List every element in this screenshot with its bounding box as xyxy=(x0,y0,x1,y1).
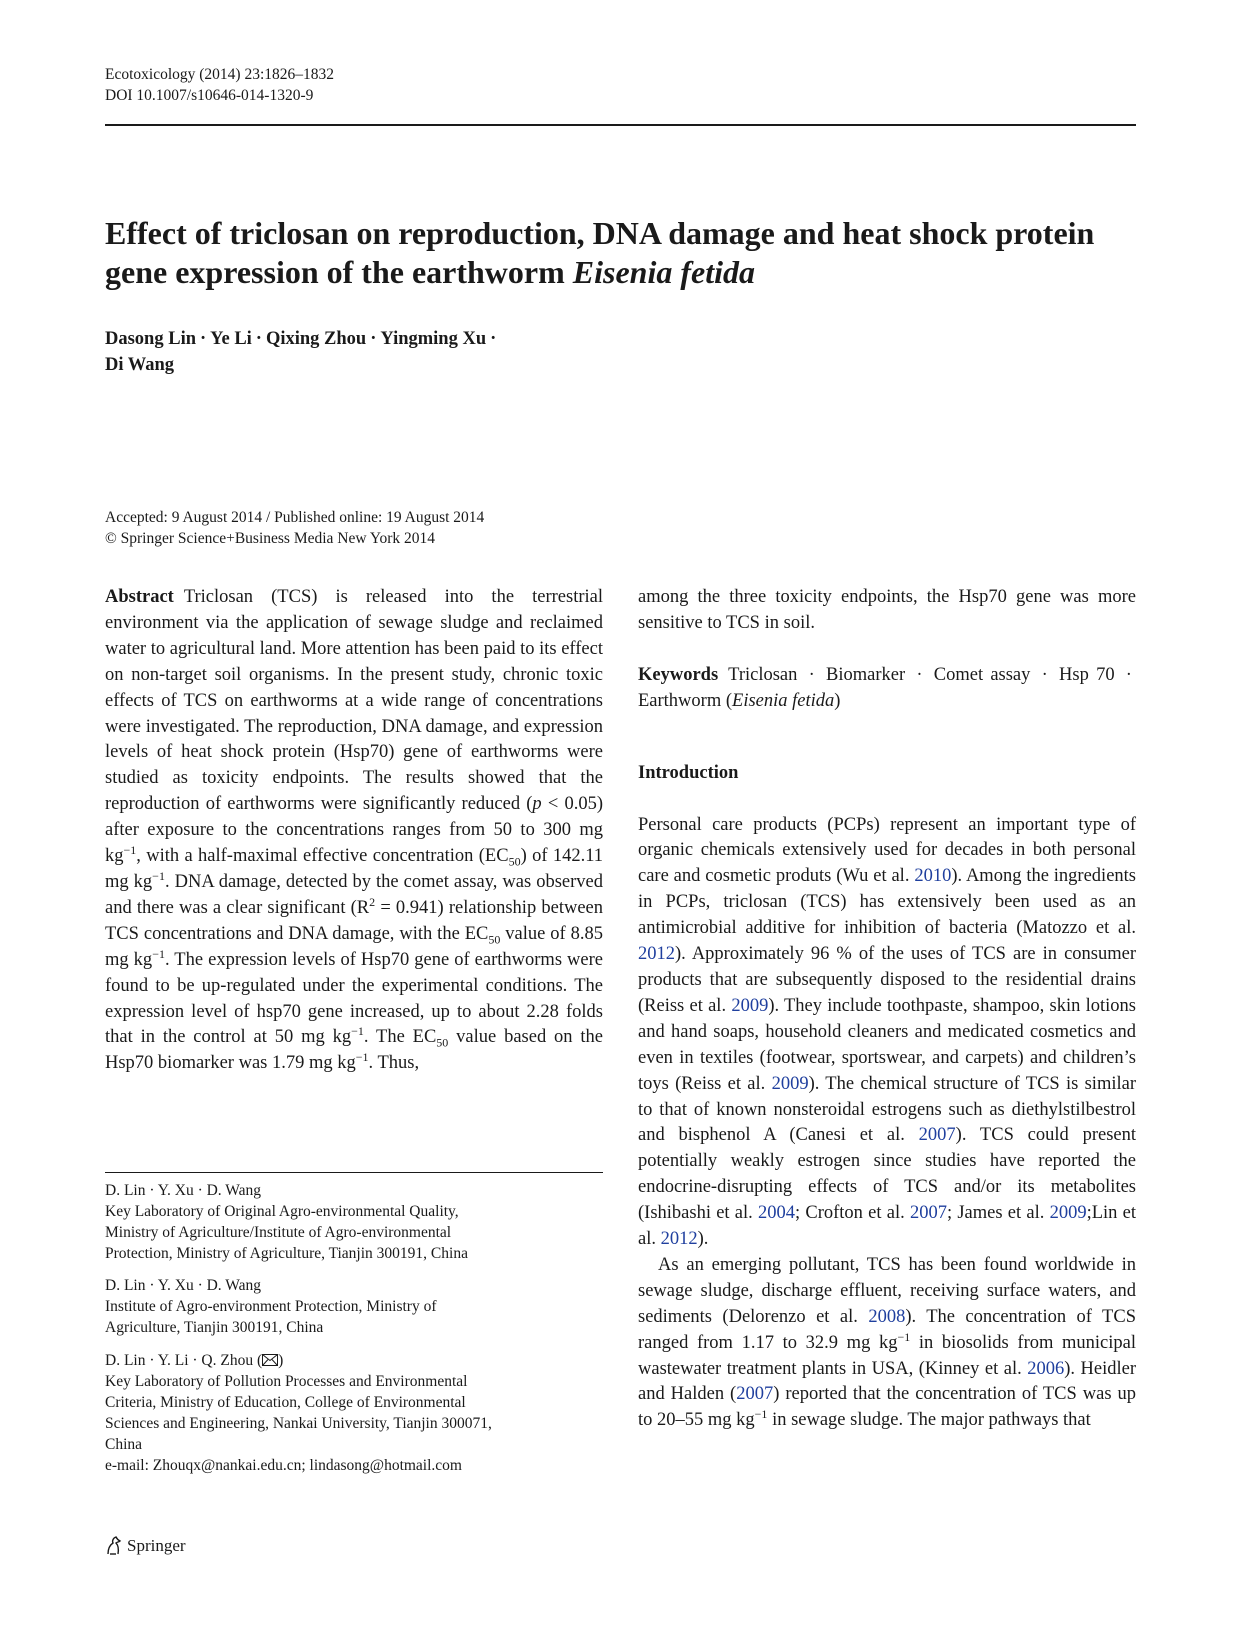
keywords: Keywords Triclosan · Biomarker · Comet assay · Hsp 70 · Earthworm (Eisenia fetida) xyxy=(638,664,1132,711)
author-separator: · xyxy=(200,329,207,349)
abstract-label: Abstract xyxy=(105,587,174,607)
abstract-column xyxy=(105,585,603,1077)
keywords-label: Keywords xyxy=(638,664,719,685)
citation-link[interactable]: 2007 xyxy=(909,1203,947,1224)
abstract: Abstract Triclosan (TCS) is released into the terrestrial environment via the application of sewage sludge and reclaimed water to agricultural land. More attention has been paid to its effect on non-target soil organisms. In the present study, chronic toxic effects of TCS on earthworms at a wide range of concentrations were investigated. The reproduction, DNA damage, and expression levels of heat shock protein (Hsp70) gene of earthworms were studied as toxicity endpoints. The results showed that the reproduction of earthworms were significantly reduced (p < 0.05) after exposure to the concentrations ranges from 50 to 300 mg $kg^{-1}$, with a half-maximal effective concentration $(EC_{50})$ of 142.11 mg $kg^{-1}$. DNA damage, detected by the comet assay, was observed and there was a clear significant $(R^2 = 0.941)$ relationship between TCS concentrations and DNA damage, with the $EC_{50}$ value of 8.85 mg $kg^{-1}$. The expression levels of Hsp70 gene of earthworms were found to be up-regulated under the experimental conditions. The expression level of hsp70 gene increased, up to about 2.28 folds that in the control at 50 mg $kg^{-1}$. The $EC_{50}$ value based on the Hsp70 biomarker was 1.79 mg $kg^{-1}$. Thus, xyxy=(105,587,604,1074)
affiliation-authors: D. Lin · Y. Xu · D. Wang xyxy=(105,1182,262,1199)
title-species: Eisenia fetida xyxy=(572,254,755,290)
page-footer xyxy=(105,1535,186,1557)
citation-link[interactable]: 2009 xyxy=(731,995,769,1016)
author-list xyxy=(105,326,705,378)
journal-citation: Ecotoxicology (2014) 23:1826–1832 xyxy=(105,66,335,83)
citation-link[interactable]: 2009 xyxy=(771,1073,809,1094)
publisher-name: Springer xyxy=(127,1536,186,1555)
right-column xyxy=(638,585,1136,1434)
journal-header xyxy=(105,64,334,106)
section-heading-introduction: Introduction xyxy=(638,762,739,783)
citation-link[interactable]: 2012 xyxy=(660,1229,698,1250)
citation-link[interactable]: 2012 xyxy=(638,944,675,965)
springer-horse-icon xyxy=(105,1536,123,1556)
article-title: Effect of triclosan on reproduction, DNA damage and heat shock protein gene expression of the earthworm Eisenia fetida xyxy=(105,215,1095,290)
contact-email[interactable]: e-mail: Zhouqx@nankai.edu.cn; lindasong@hotmail.com xyxy=(105,1457,462,1474)
author-name: Ye Li xyxy=(210,329,252,349)
affiliation: D. Lin · Y. Li · Q. Zhou ( ) Key Laboratory of Pollution Processes and Environmental Criteria, Ministry of Education, College of Environmental Sciences and Engineering, Nankai University, Tianjin 300071, China e-mail: Zhouqx@nankai.edu.cn; lindasong@hotmail.com xyxy=(105,1350,603,1476)
author-name: Qixing Zhou xyxy=(265,329,367,349)
author-separator: · xyxy=(370,329,377,349)
publication-dates xyxy=(105,507,484,549)
author-name: Yingming Xu xyxy=(380,329,487,349)
citation-link[interactable]: 2004 xyxy=(758,1203,795,1224)
author-separator: · xyxy=(490,329,497,349)
footnote-rule xyxy=(105,1172,603,1173)
intro-paragraph: Personal care products (PCPs) represent an important type of organic chemicals extensively used for decades in both personal care and cosmetic produts (Wu et al. 2010). Among the ingredients in PCPs, triclosan (TCS) has extensively been used as an antimicrobial additive for inhibition of bacteria (Matozzo et al. 2012). Approximately 96 % of the uses of TCS are in consumer products that are subsequently disposed to the residential drains (Reiss et al. 2009). They include toothpaste, shampoo, skin lotions and hand soaps, household cleaners and medicated cosmetics and even in textiles (footwear, sportswear, and carpets) and children’s toys (Reiss et al. 2009). The chemical structure of TCS is similar to that of known nonsteroidal estrogens such as diethylstilbestrol and bisphenol A (Canesi et al. 2007). TCS could present potentially weakly estrogen since studies have reported the endocrine-disrupting effects of TCS and/or its metabolites (Ishibashi et al. 2004; Crofton et al. 2007; James et al. 2009;Lin et al. 2012). xyxy=(638,814,1137,1250)
header-rule xyxy=(105,124,1136,126)
citation-link[interactable]: 2008 xyxy=(868,1306,906,1327)
citation-link[interactable]: 2010 xyxy=(914,866,952,887)
abstract-continuation: among the three toxicity endpoints, the Hsp70 gene was more sensitive to TCS in soil. xyxy=(638,587,1136,633)
accepted-published: Accepted: 9 August 2014 / Published online: 19 August 2014 xyxy=(105,509,485,526)
author-name: Dasong Lin xyxy=(105,329,196,349)
citation-link[interactable]: 2006 xyxy=(1027,1358,1065,1379)
citation-link[interactable]: 2009 xyxy=(1049,1203,1087,1224)
journal-doi: DOI 10.1007/s10646-014-1320-9 xyxy=(105,87,314,104)
citation-link[interactable]: 2007 xyxy=(918,1125,956,1146)
envelope-icon xyxy=(262,1354,278,1366)
affiliation-authors: D. Lin · Y. Li · Q. Zhou ( ) xyxy=(105,1352,284,1369)
citation-link[interactable]: 2007 xyxy=(736,1384,774,1405)
intro-paragraph: As an emerging pollutant, TCS has been found worldwide in sewage sludge, discharge effluent, receiving surface waters, and sediments (Delorenzo et al. 2008). The concentration of TCS ranged from 1.17 to 32.9 mg $kg^{-1}$ in biosolids from municipal wastewater treatment plants in USA, (Kinney et al. 2006). Heidler and Halden (2007) reported that the concentration of TCS was up to 20–55 mg $kg^{-1}$ in sewage sludge. The major pathways that xyxy=(638,1254,1136,1431)
copyright: © Springer Science+Business Media New York 2014 xyxy=(105,530,436,547)
affiliation: D. Lin · Y. Xu · D. Wang Institute of Agro-environment Protection, Ministry of Agriculture, Tianjin 300191, China xyxy=(105,1275,603,1338)
affiliation: D. Lin · Y. Xu · D. Wang Key Laboratory of Original Agro-environmental Quality, Ministry of Agriculture/Institute of Agro-environmental Protection, Ministry of Agriculture, Tianjin 300191, China xyxy=(105,1180,603,1264)
affiliation-authors: D. Lin · Y. Xu · D. Wang xyxy=(105,1277,262,1294)
author-separator: · xyxy=(255,329,262,349)
author-name: Di Wang xyxy=(105,355,175,375)
